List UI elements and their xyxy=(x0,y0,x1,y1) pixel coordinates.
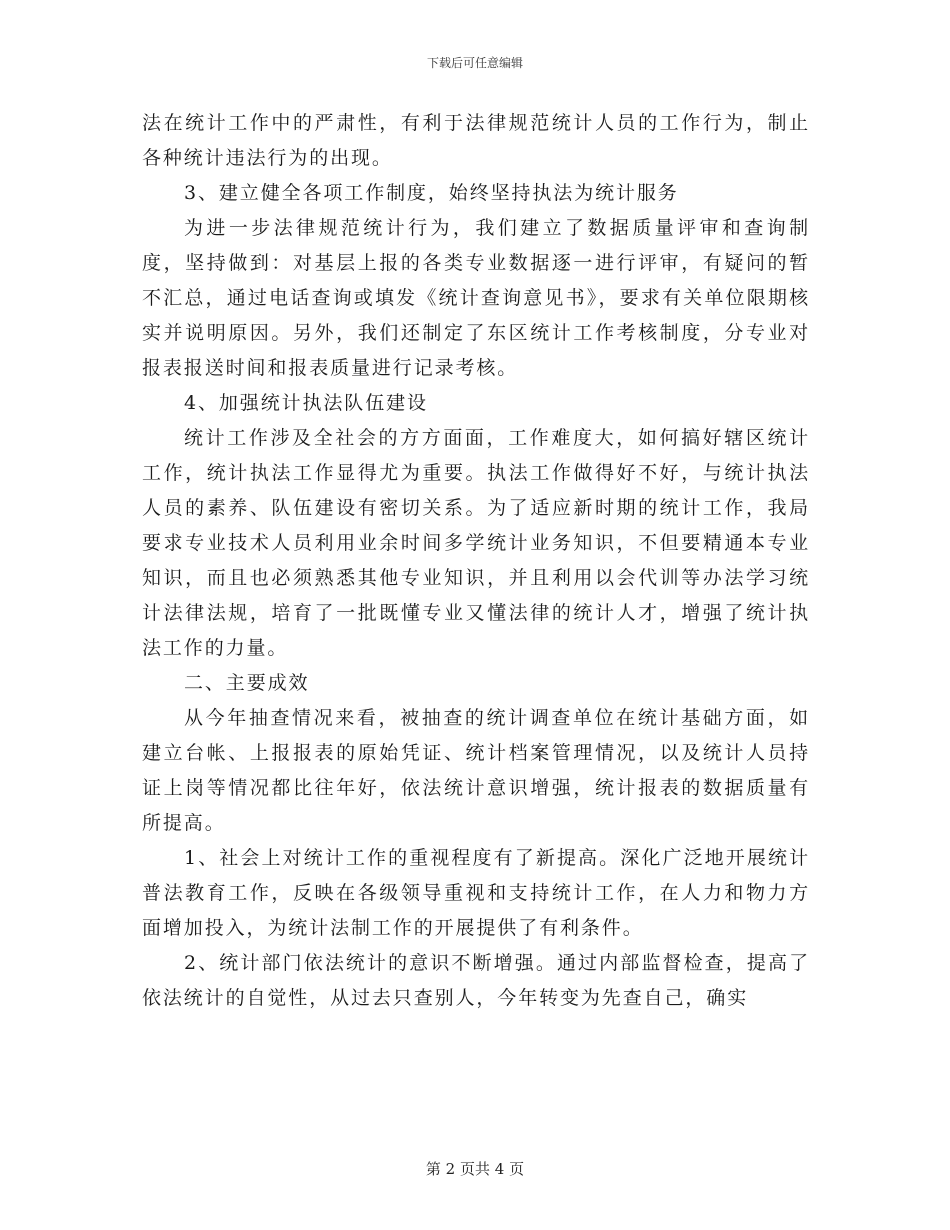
page-header: 下载后可任意编辑 xyxy=(426,56,523,70)
section-heading-3: 3、建立健全各项工作制度，始终坚持执法为统计服务 xyxy=(184,182,679,204)
paragraph-result-1: 1、社会上对统计工作的重视程度有了新提高。深化广泛地开展统计普法教育工作，反映在各级领导重视和支持统计工作，在人力和物力方面增加投入，为统计法制工作的开展提供了有利条件。 xyxy=(142,847,810,939)
document-body xyxy=(142,106,810,1016)
section-heading-main-results: 二、主要成效 xyxy=(184,672,310,694)
paragraph-continuation: 法在统计工作中的严肃性，有利于法律规范统计人员的工作行为，制止各种统计违法行为的出现。 xyxy=(142,112,810,169)
paragraph-inspection-results: 从今年抽查情况来看，被抽查的统计调查单位在统计基础方面，如建立台帐、上报报表的原始凭证、统计档案管理情况，以及统计人员持证上岗等情况都比往年好，依法统计意识增强，统计报表的数据质量有所提高。 xyxy=(142,707,810,834)
paragraph-enforcement-team: 统计工作涉及全社会的方方面面，工作难度大，如何搞好辖区统计工作，统计执法工作显得尤为重要。执法工作做得好不好，与统计执法人员的素养、队伍建设有密切关系。为了适应新时期的统计工作，我局要求专业技术人员利用业余时间多学统计业务知识，不但要精通本专业知识，而且也必须熟悉其他专业知识，并且利用以会代训等办法学习统计法律法规，培育了一批既懂专业又懂法律的统计人才，增强了统计执法工作的力量。 xyxy=(142,427,810,659)
paragraph-data-quality: 为进一步法律规范统计行为，我们建立了数据质量评审和查询制度，坚持做到：对基层上报的各类专业数据逐一进行评审，有疑问的暂不汇总，通过电话查询或填发《统计查询意见书》，要求有关单位限期核实并说明原因。另外，我们还制定了东区统计工作考核制度，分专业对报表报送时间和报表质量进行记录考核。 xyxy=(142,217,810,379)
page-number-footer: 第 2 页共 4 页 xyxy=(425,1160,525,1178)
paragraph-result-2: 2、统计部门依法统计的意识不断增强。通过内部监督检查，提高了依法统计的自觉性，从过去只查别人，今年转变为先查自己，确实 xyxy=(142,952,810,1009)
section-heading-4: 4、加强统计执法队伍建设 xyxy=(184,392,428,414)
